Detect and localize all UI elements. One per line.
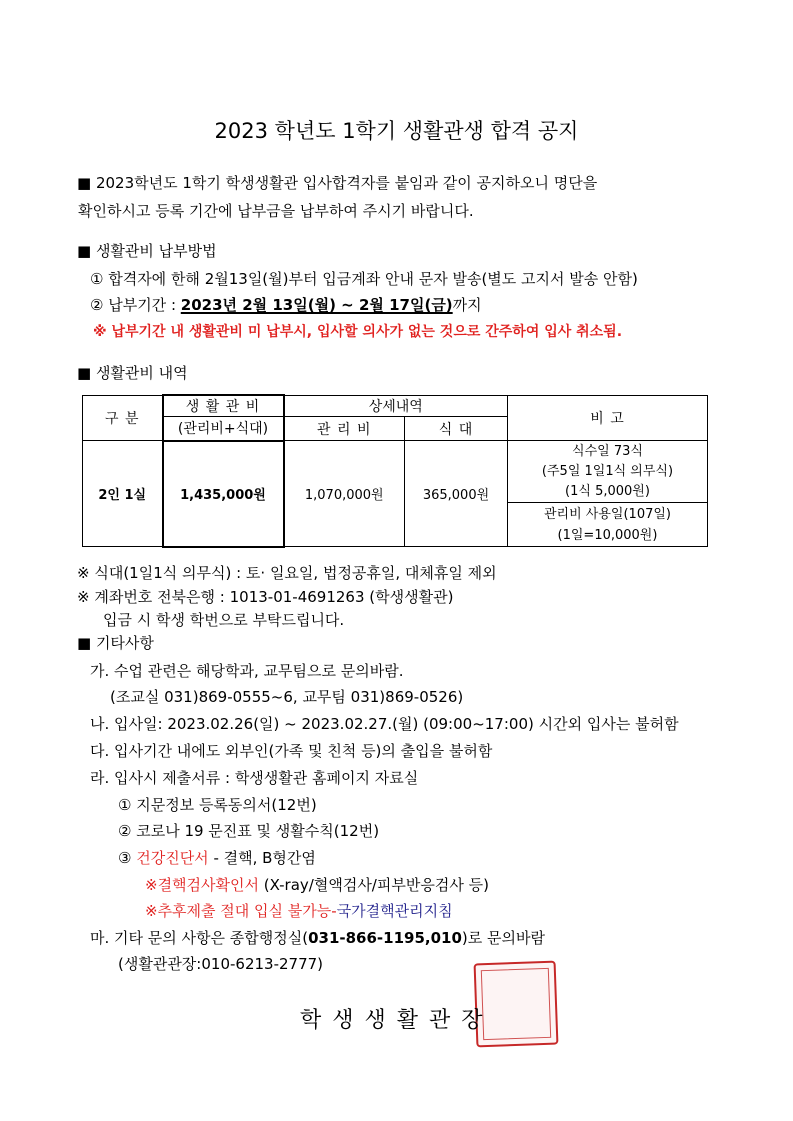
- header-category: 구 분: [83, 395, 163, 441]
- tb-test-detail: (X-ray/혈액검사/피부반응검사 등): [259, 876, 489, 894]
- health-certificate-label: 건강진단서: [136, 849, 209, 867]
- etc-ma-suffix: )로 문의바람: [461, 929, 545, 947]
- header-fee-line-1: 생 활 관 비: [163, 395, 284, 417]
- row-remark-management: [508, 503, 708, 547]
- fee-heading: ■ 생활관비 내역: [77, 364, 188, 382]
- etc-na: 나. 입사일: 2023.02.26(일) ~ 2023.02.27.(월) (09:00~17:00) 시간외 입사는 불허함: [90, 715, 679, 733]
- official-seal: [474, 961, 559, 1048]
- etc-ra-3-suffix: - 결핵, B형간염: [208, 849, 316, 867]
- admin-office-phone: 031-866-1195,010: [308, 929, 462, 947]
- national-tb-guideline: 국가결핵관리지침: [336, 902, 453, 920]
- row-meal: 365,000원: [405, 441, 508, 547]
- header-remarks: 비 고: [508, 395, 708, 441]
- late-submission-warning: ※추후제출 절대 입실 불가능-: [145, 902, 337, 920]
- account-instruction: 입금 시 학생 학번으로 부탁드립니다.: [103, 611, 345, 629]
- etc-ga: 가. 수업 관련은 해당학과, 교무팀으로 문의바람.: [90, 662, 404, 680]
- signature: 학 생 생 활 관 장: [300, 1008, 485, 1033]
- etc-ra-3-prefix: ③: [118, 849, 137, 867]
- remark-management-line-1: 관리비 사용일(107일): [544, 506, 671, 522]
- remark-management-line-2: (1일=10,000원): [557, 527, 658, 543]
- meal-note: ※ 식대(1일1식 의무식) : 토· 일요일, 법정공휴일, 대체휴일 제외: [77, 564, 497, 582]
- payment-heading: ■ 생활관비 납부방법: [77, 242, 217, 260]
- header-meal: 식 대: [405, 417, 508, 441]
- remark-meal-line-3: (1식 5,000원): [565, 483, 650, 499]
- payment-period: 2023년 2월 13일(월) ~ 2월 17일(금): [180, 296, 453, 314]
- payment-warning: ※ 납부기간 내 생활관비 미 납부시, 입사할 의사가 없는 것으로 간주하여 입사 취소됨.: [93, 324, 623, 340]
- tb-test-label: ※결핵검사확인서: [145, 876, 259, 894]
- intro-line-2: 확인하시고 등록 기간에 납부금을 납부하여 주시기 바랍니다.: [78, 202, 474, 220]
- etc-ma-contact: (생활관관장:010-6213-2777): [118, 955, 324, 973]
- payment-item-2-prefix: ② 납부기간 :: [90, 296, 181, 314]
- fee-table: [82, 394, 708, 548]
- row-management: 1,070,000원: [284, 441, 405, 547]
- etc-da: 다. 입사기간 내에도 외부인(가족 및 친척 등)의 출입을 불허함: [90, 742, 493, 760]
- header-management: 관 리 비: [284, 417, 405, 441]
- etc-ma-prefix: 마. 기타 문의 사항은 종합행정실(: [90, 929, 309, 947]
- row-fee: 1,435,000원: [163, 441, 284, 547]
- etc-ma: [90, 927, 545, 948]
- payment-item-2-suffix: 까지: [452, 296, 482, 314]
- etc-ra-3-note-1: [145, 874, 489, 895]
- etc-ga-contact: (조교실 031)869-0555~6, 교무팀 031)869-0526): [110, 688, 464, 706]
- etc-ra-1: ① 지문정보 등록동의서(12번): [118, 796, 317, 814]
- etc-ra-2: ② 코로나 19 문진표 및 생활수칙(12번): [118, 822, 380, 840]
- row-remark-meal: [508, 441, 708, 503]
- header-fee-line-2: (관리비+식대): [163, 417, 284, 441]
- row-category: 2인 1실: [83, 441, 163, 547]
- etc-ra-3-note-2: [145, 900, 453, 921]
- remark-meal-line-2: (주5일 1일1식 의무식): [541, 463, 674, 479]
- intro-line-1: ■ 2023학년도 1학기 학생생활관 입사합격자를 붙임과 같이 공지하오니 명단을: [77, 174, 598, 192]
- page-title: 2023 학년도 1학기 생활관생 합격 공지: [214, 119, 579, 143]
- account-note: ※ 계좌번호 전북은행 : 1013-01-4691263 (학생생활관): [77, 588, 454, 606]
- payment-item-2: [90, 294, 482, 315]
- remark-meal-line-1: 식수일 73식: [572, 443, 643, 459]
- payment-item-1: ① 합격자에 한해 2월13일(월)부터 입금계좌 안내 문자 발송(별도 고지서 발송 안함): [90, 270, 638, 288]
- header-detail: 상세내역: [284, 395, 508, 417]
- etc-ra: 라. 입사시 제출서류 : 학생생활관 홈페이지 자료실: [90, 769, 419, 787]
- etc-heading: ■ 기타사항: [77, 634, 154, 652]
- etc-ra-3: [118, 847, 316, 868]
- official-seal-frame: [481, 968, 551, 1040]
